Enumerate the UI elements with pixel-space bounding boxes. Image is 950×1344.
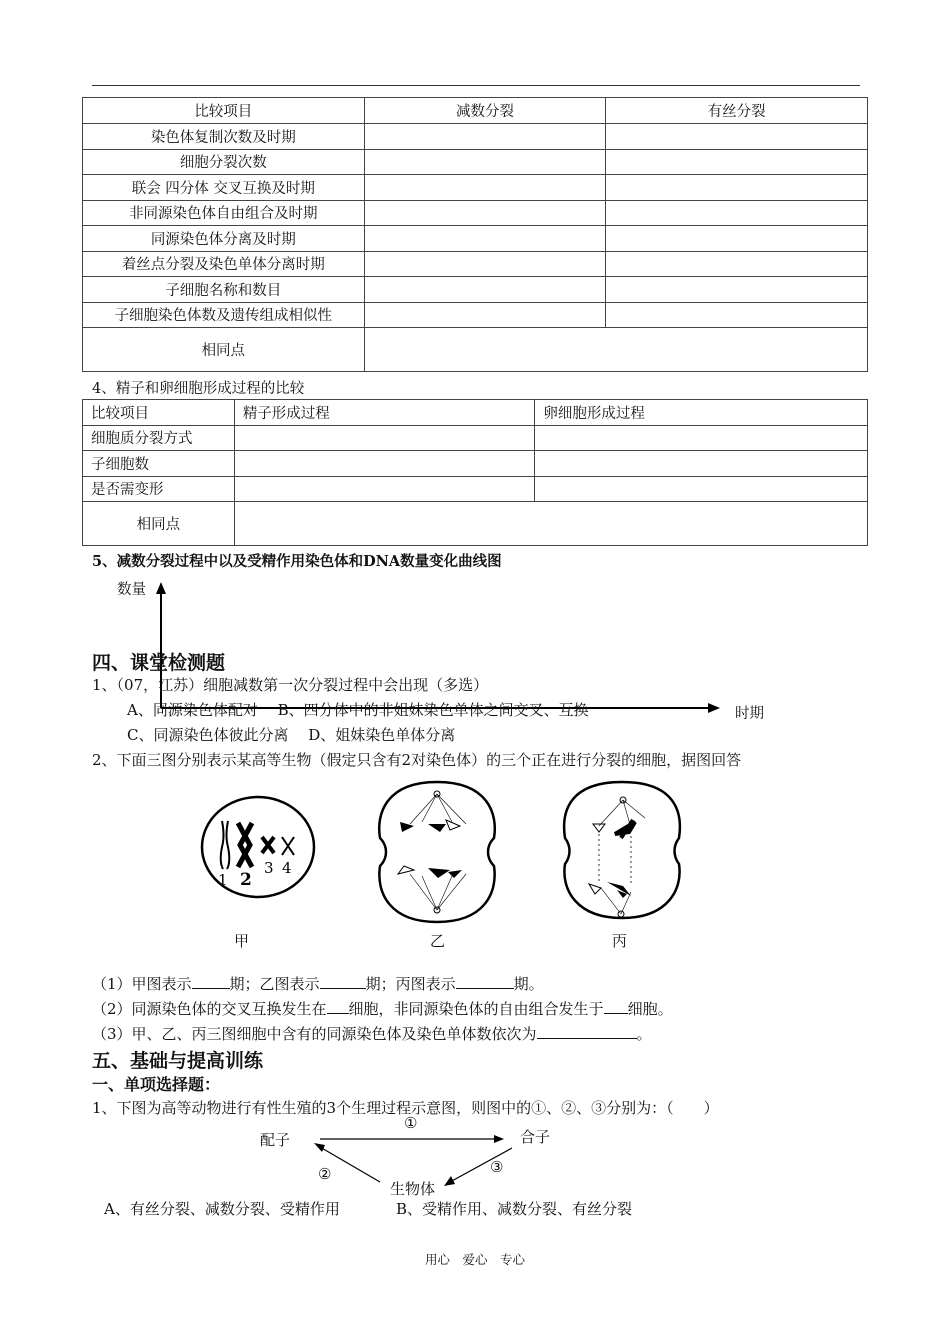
footer: 用心 爱心 专心 bbox=[425, 1252, 526, 1267]
mark-1: ① bbox=[404, 1114, 418, 1132]
node-zygote: 合子 bbox=[520, 1128, 551, 1146]
table-cell bbox=[606, 251, 868, 277]
table-row-label: 相同点 bbox=[83, 328, 365, 372]
chrom-number: 2 bbox=[240, 870, 252, 890]
option-a: A、有丝分裂、减数分裂、受精作用 bbox=[104, 1200, 340, 1218]
table-row-label: 着丝点分裂及染色单体分离时期 bbox=[83, 251, 365, 277]
cycle-arrows bbox=[290, 1130, 530, 1190]
question-2: 2、下面三图分别表示某高等生物（假定只含有2对染色体）的三个正在进行分裂的细胞，据图回答 bbox=[92, 751, 742, 769]
answer-blank[interactable] bbox=[192, 988, 230, 989]
option-b: B、受精作用、减数分裂、有丝分裂 bbox=[396, 1200, 633, 1218]
part-5-heading: 五、基础与提高训练 bbox=[92, 1050, 264, 1072]
header-rule bbox=[92, 85, 860, 86]
table-cell bbox=[364, 124, 606, 150]
answer-blank[interactable] bbox=[327, 1013, 349, 1014]
text: 。 bbox=[636, 1025, 652, 1043]
answer-blank[interactable] bbox=[537, 1038, 637, 1039]
table-cell bbox=[364, 328, 867, 372]
sub-question-1 bbox=[92, 973, 544, 994]
table-cell bbox=[234, 476, 535, 502]
text: 细胞。 bbox=[627, 1000, 673, 1018]
sperm-egg-table bbox=[82, 399, 868, 546]
section-5-title: 5、减数分裂过程中以及受精作用染色体和DNA数量变化曲线图 bbox=[92, 553, 502, 570]
part-4-heading: 四、课堂检测题 bbox=[92, 652, 226, 674]
table-cell bbox=[364, 251, 606, 277]
chrom-number: 4 bbox=[282, 859, 292, 877]
node-gamete: 配子 bbox=[260, 1131, 291, 1149]
table-cell bbox=[364, 200, 606, 226]
table-header: 比较项目 bbox=[83, 98, 365, 124]
table-cell bbox=[606, 149, 868, 175]
table-cell bbox=[364, 302, 606, 328]
table-cell bbox=[234, 451, 535, 477]
answer-blank[interactable] bbox=[320, 988, 366, 989]
table-row-label: 相同点 bbox=[83, 502, 235, 546]
graph-x-label: 时期 bbox=[735, 706, 764, 722]
table-row-label: 联会 四分体 交叉互换及时期 bbox=[83, 175, 365, 201]
table-row-label: 子细胞染色体数及遗传组成相似性 bbox=[83, 302, 365, 328]
text: （1）甲图表示 bbox=[92, 975, 192, 993]
table-cell bbox=[364, 226, 606, 252]
table-row-label: 同源染色体分离及时期 bbox=[83, 226, 365, 252]
table-cell bbox=[234, 502, 867, 546]
chrom-number: 3 bbox=[264, 859, 274, 877]
section-4-title: 4、精子和卵细胞形成过程的比较 bbox=[92, 381, 305, 397]
table-cell bbox=[606, 200, 868, 226]
text: 期；乙图表示 bbox=[229, 975, 320, 993]
table-row-label: 细胞分裂次数 bbox=[83, 149, 365, 175]
table-cell bbox=[606, 302, 868, 328]
table-row-label: 细胞质分裂方式 bbox=[83, 425, 235, 451]
chrom-number: 1 bbox=[218, 871, 228, 889]
mark-3: ③ bbox=[490, 1158, 504, 1176]
cell-jia-diagram bbox=[198, 795, 328, 905]
mark-2: ② bbox=[318, 1165, 332, 1183]
table-header: 卵细胞形成过程 bbox=[535, 400, 868, 426]
text: 期。 bbox=[513, 975, 544, 993]
table-cell bbox=[606, 226, 868, 252]
answer-blank[interactable] bbox=[456, 988, 514, 989]
table-row-label: 染色体复制次数及时期 bbox=[83, 124, 365, 150]
table-header: 精子形成过程 bbox=[234, 400, 535, 426]
table-cell bbox=[606, 277, 868, 303]
table-cell bbox=[535, 451, 868, 477]
text: 细胞，非同源染色体的自由组合发生于 bbox=[348, 1000, 604, 1018]
text: （3）甲、乙、丙三图细胞中含有的同源染色体及染色单体数依次为 bbox=[92, 1025, 537, 1043]
cell-label-yi: 乙 bbox=[430, 932, 446, 950]
table-cell bbox=[364, 175, 606, 201]
answer-blank[interactable] bbox=[604, 1013, 628, 1014]
table-row-label: 子细胞数 bbox=[83, 451, 235, 477]
text: 期；丙图表示 bbox=[365, 975, 456, 993]
cell-label-bing: 丙 bbox=[612, 932, 628, 950]
cell-bing-diagram bbox=[555, 778, 690, 923]
table-cell bbox=[606, 124, 868, 150]
question-1-options-ab: A、同源染色体配对 B、四分体中的非姐妹染色单体之间交叉、互换 bbox=[127, 701, 589, 719]
table-cell bbox=[364, 277, 606, 303]
question-1-options-cd: C、同源染色体彼此分离 D、姐妹染色单体分离 bbox=[127, 726, 456, 744]
part-5-question-1: 1、下图为高等动物进行有性生殖的3个生理过程示意图，则图中的①、②、③分别为：（ ） bbox=[92, 1099, 719, 1117]
table-cell bbox=[606, 175, 868, 201]
table-header: 比较项目 bbox=[83, 400, 235, 426]
table-cell bbox=[535, 476, 868, 502]
sub-question-3 bbox=[92, 1023, 652, 1044]
cell-yi-diagram bbox=[370, 778, 505, 928]
cell-label-jia: 甲 bbox=[234, 932, 250, 950]
table-cell bbox=[535, 425, 868, 451]
table-header: 减数分裂 bbox=[364, 98, 606, 124]
node-organism: 生物体 bbox=[390, 1180, 436, 1198]
meiosis-mitosis-table bbox=[82, 97, 868, 372]
table-header: 有丝分裂 bbox=[606, 98, 868, 124]
table-cell bbox=[364, 149, 606, 175]
table-row-label: 是否需变形 bbox=[83, 476, 235, 502]
part-5-subheading: 一、单项选择题： bbox=[92, 1075, 221, 1094]
sub-question-2 bbox=[92, 998, 673, 1019]
graph-y-label: 数量 bbox=[117, 582, 146, 598]
table-row-label: 非同源染色体自由组合及时期 bbox=[83, 200, 365, 226]
text: （2）同源染色体的交叉互换发生在 bbox=[92, 1000, 327, 1018]
table-cell bbox=[234, 425, 535, 451]
table-row-label: 子细胞名称和数目 bbox=[83, 277, 365, 303]
question-1: 1、（07，江苏）细胞减数第一次分裂过程中会出现（多选） bbox=[92, 676, 489, 694]
